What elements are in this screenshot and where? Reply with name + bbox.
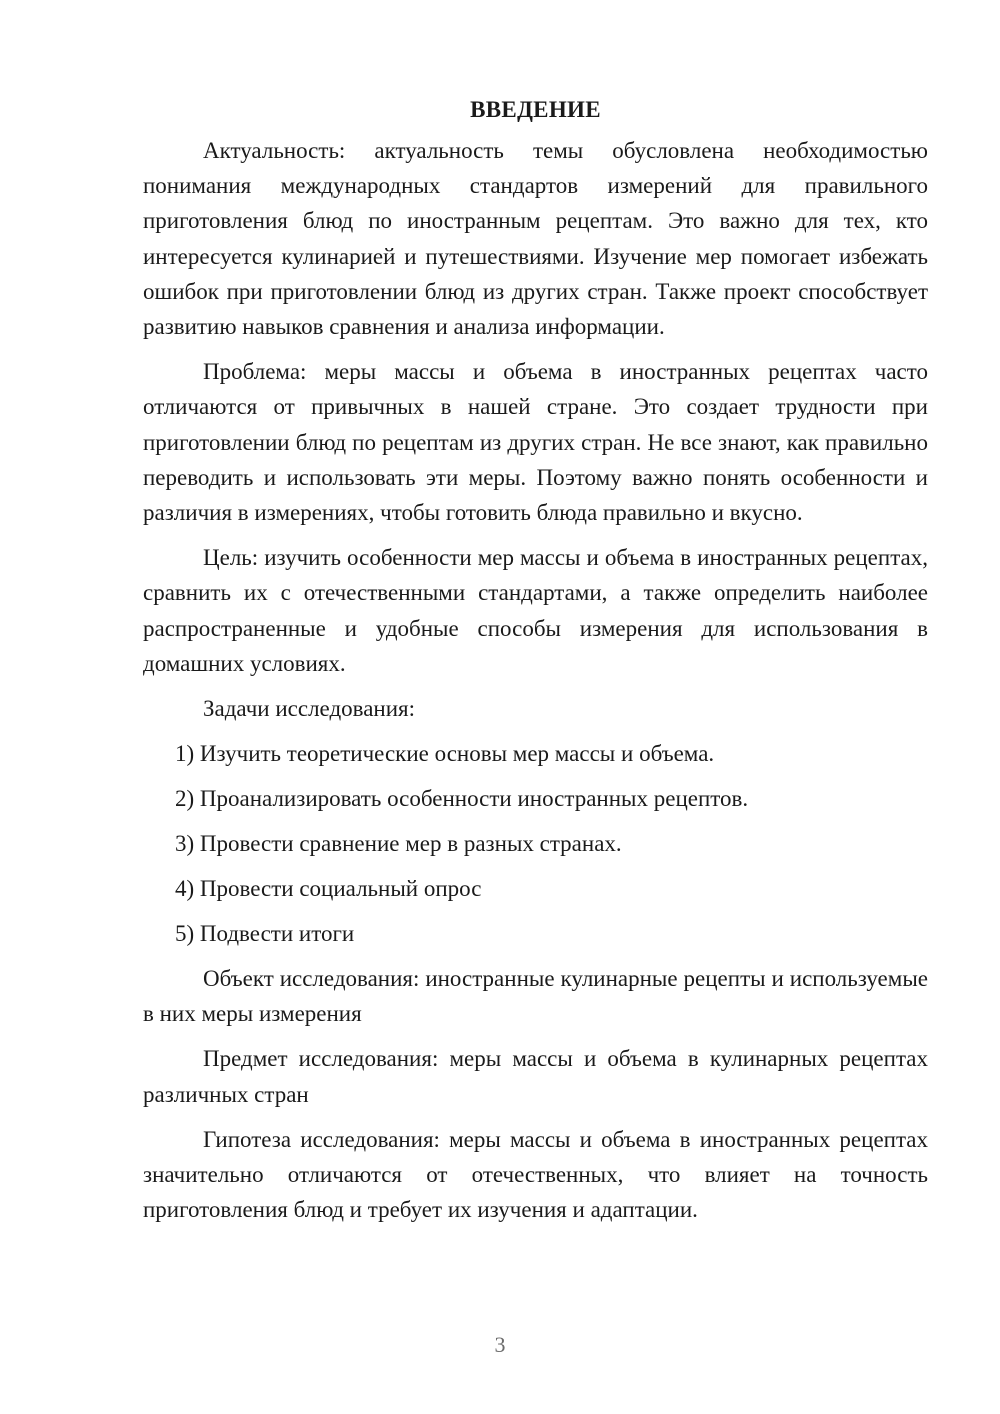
document-page (143, 92, 928, 1237)
task-item-1: 1) Изучить теоретические основы мер массы и объема. (175, 741, 715, 767)
tasks-heading: Задачи исследования: (203, 696, 416, 722)
relevance-paragraph: Актуальность: актуальность темы обусловлена необходимостью понимания международных стандартов измерений для правильного приготовления блюд по иностранным рецептам. Это важно для тех, кто интересуется кулинарией и путешествиями. Изучение мер помогает избежать ошибок при приготовлении блюд из других стран. Также проект способствует развитию навыков сравнения и анализа информации. (143, 138, 928, 340)
section-title: ВВЕДЕНИЕ (470, 97, 601, 122)
task-item-3: 3) Провести сравнение мер в разных странах. (175, 831, 622, 857)
subject-paragraph: Предмет исследования: меры массы и объема в кулинарных рецептах различных стран (143, 1046, 928, 1107)
task-item-2: 2) Проанализировать особенности иностранных рецептов. (175, 786, 749, 812)
goal-paragraph: Цель: изучить особенности мер массы и объема в иностранных рецептах, сравнить их с отечественными стандартами, а также определить наиболее распространенные и удобные способы измерения для использования в домашних условиях. (143, 545, 928, 676)
page-number: 3 (494, 1332, 506, 1357)
task-item-4: 4) Провести социальный опрос (175, 876, 482, 902)
object-paragraph: Объект исследования: иностранные кулинарные рецепты и используемые в них меры измерения (143, 966, 928, 1027)
hypothesis-paragraph: Гипотеза исследования: меры массы и объема в иностранных рецептах значительно отличаются от отечественных, что влияет на точность приготовления блюд и требует их изучения и адаптации. (143, 1126, 928, 1223)
problem-paragraph: Проблема: меры массы и объема в иностранных рецептах часто отличаются от привычных в нашей стране. Это создает трудности при приготовлении блюд по рецептам из других стран. Не все знают, как правильно переводить и использовать эти меры. Поэтому важно понять особенности и различия в измерениях, чтобы готовить блюда правильно и вкусно. (143, 359, 928, 526)
tasks-list (143, 736, 928, 951)
task-item-5: 5) Подвести итоги (175, 921, 355, 947)
